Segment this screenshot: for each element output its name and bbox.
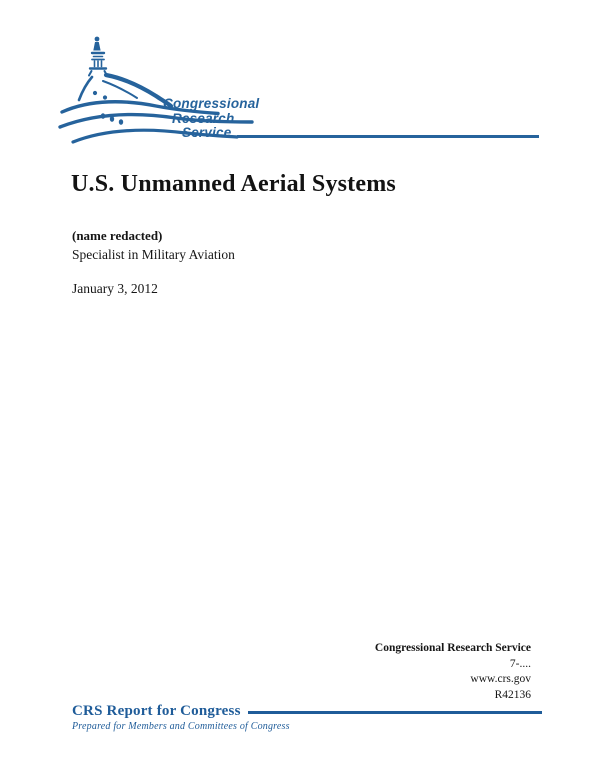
logo-wordmark [163,97,259,141]
meta-block [375,641,531,703]
author-name: (name redacted) [72,228,163,243]
footer-tagline: Prepared for Members and Committees of Congress [72,721,290,732]
logo-line-3: Service [182,125,232,140]
logo-line-2: Research [172,110,235,126]
meta-phone: 7-.... [509,657,531,670]
report-title: U.S. Unmanned Aerial Systems [71,171,396,197]
footer-divider [248,711,542,714]
header-divider [237,135,539,138]
footer-banner [72,703,542,720]
report-date: January 3, 2012 [72,281,158,296]
author-role: Specialist in Military Aviation [72,247,235,262]
footer-banner-title: CRS Report for Congress [72,703,241,719]
meta-website: www.crs.gov [470,673,531,685]
meta-report-id: R42136 [494,688,531,701]
logo-line-1: Congressional [163,96,260,111]
meta-org: Congressional Research Service [374,642,531,654]
